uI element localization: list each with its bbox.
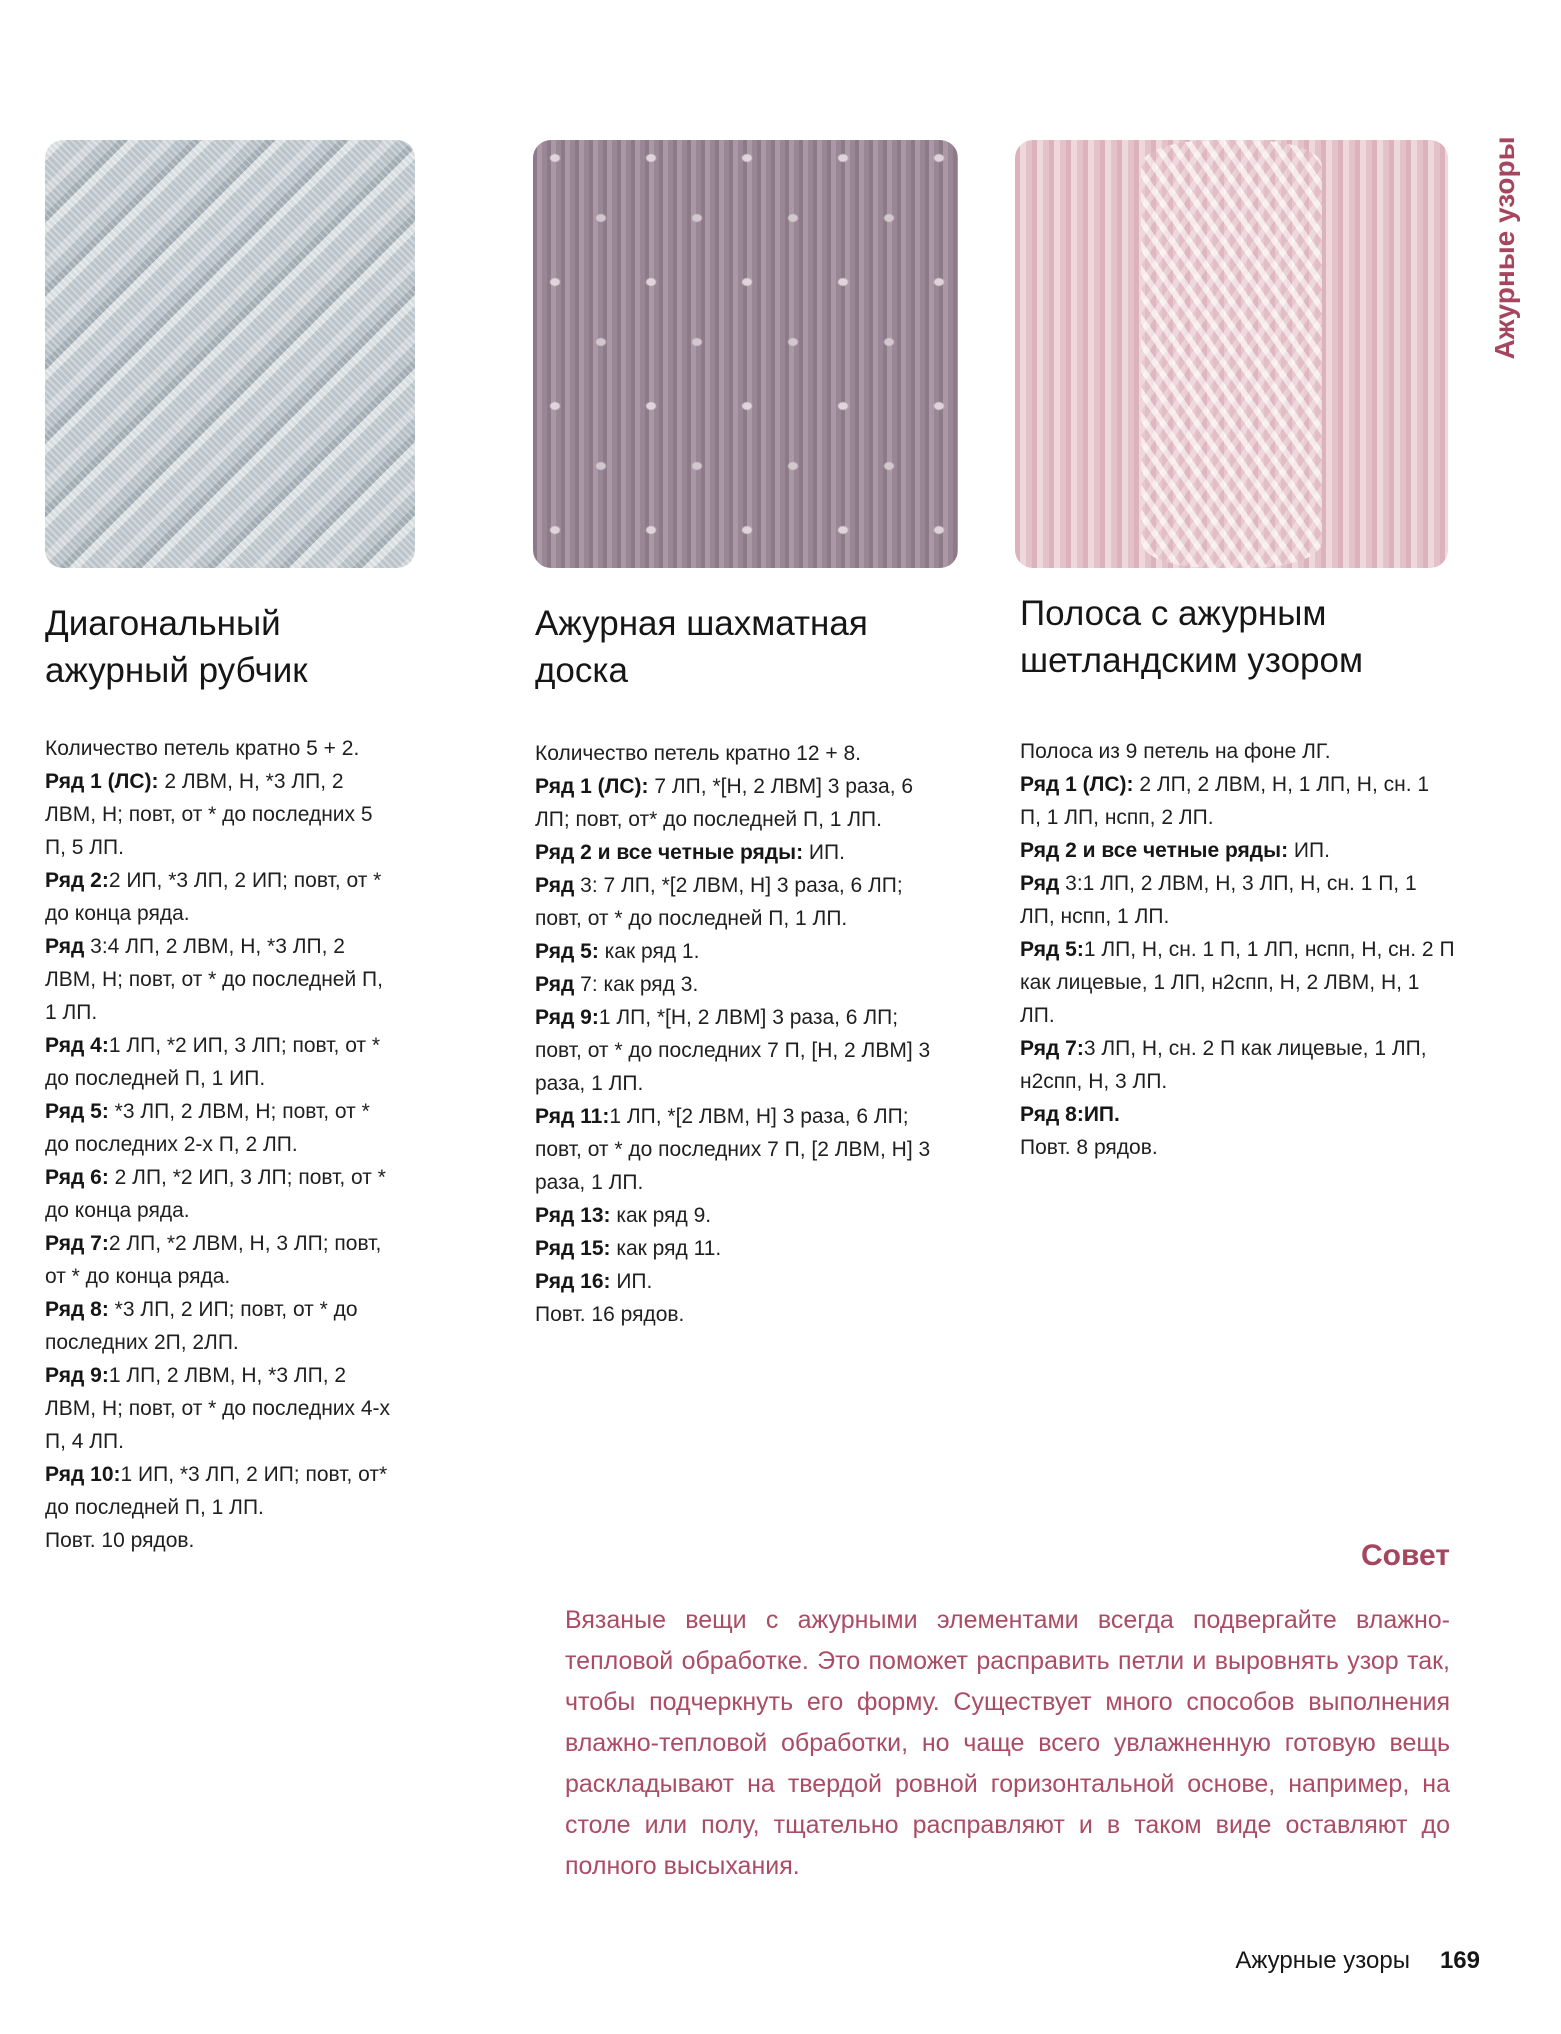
pattern-row-text: 2 ЛВМ, Н, *3 ЛП, 2 ЛВМ, Н; повт, от * до последних 5 П, 5 ЛП. <box>45 770 373 859</box>
pattern-row-lead: Ряд 1 (ЛС): <box>535 775 649 798</box>
pattern-row-lead: Ряд 11: <box>535 1105 610 1128</box>
pattern-row-lead: Ряд 4: <box>45 1034 109 1057</box>
pattern-row-lead: Ряд 5: <box>1020 938 1084 961</box>
pattern-row-lead: Ряд 10: <box>45 1463 121 1486</box>
pattern-row-lead: Ряд <box>45 935 85 958</box>
pattern-row-text: Повт. 10 рядов. <box>45 1529 195 1552</box>
pattern-row-lead: Ряд 8:ИП. <box>1020 1103 1120 1126</box>
pattern-row-text: 1 ЛП, 2 ЛВМ, Н, *3 ЛП, 2 ЛВМ, Н; повт, от * до последних 4-х П, 4 ЛП. <box>45 1364 391 1453</box>
pattern-row <box>45 1359 397 1458</box>
pattern-row-lead: Ряд 2 и все четные ряды: <box>535 841 804 864</box>
pattern-row <box>1020 768 1455 834</box>
pattern-row <box>535 1298 947 1331</box>
pattern-row-lead: Ряд 2 и все четные ряды: <box>1020 839 1289 862</box>
pattern-row <box>535 770 947 836</box>
pattern-row-lead: Ряд <box>535 874 575 897</box>
pattern-row-lead: Ряд 13: <box>535 1204 611 1227</box>
pattern-row <box>45 1524 397 1557</box>
pattern-row-text: 1 ЛП, *[Н, 2 ЛВМ] 3 раза, 6 ЛП; повт, от * до последних 7 П, [Н, 2 ЛВМ] 3 раза, 1 ЛП. <box>535 1006 931 1095</box>
tip-text: Вязаные вещи с ажурными элементами всегда подвергайте влажно-тепловой обработке. Это поможет расправить петли и выровнять узор так, чтобы подчеркнуть его форму. Существует много способов выполнения влажно-тепловой обработки, но чаще всего увлажненную готовую вещь раскладывают на твердой ровной горизонтальной основе, например, на столе или полу, тщательно расправляют и в таком виде оставляют до полного высыхания. <box>565 1606 1450 1880</box>
pattern-row <box>535 836 947 869</box>
pattern-instructions-lace-checkerboard <box>535 737 947 1331</box>
pattern-row <box>45 1458 397 1524</box>
pattern-row-text: ИП. <box>1288 839 1330 862</box>
pattern-row-text: Количество петель кратно 5 + 2. <box>45 737 360 760</box>
pattern-row <box>535 869 947 935</box>
pattern-row-text: Повт. 8 рядов. <box>1020 1136 1158 1159</box>
pattern-row <box>1020 834 1455 867</box>
pattern-row <box>45 765 397 864</box>
pattern-row-lead: Ряд 9: <box>45 1364 109 1387</box>
pattern-row <box>45 1095 397 1161</box>
pattern-row-lead: Ряд 1 (ЛС): <box>45 770 159 793</box>
pattern-row <box>45 1293 397 1359</box>
pattern-row-text: 7 ЛП, *[Н, 2 ЛВМ] 3 раза, 6 ЛП; повт, от* до последней П, 1 ЛП. <box>535 775 914 831</box>
pattern-row-text: *3 ЛП, 2 ЛВМ, Н; повт, от * до последних 2-х П, 2 ЛП. <box>45 1100 370 1156</box>
pattern-row <box>1020 867 1455 933</box>
pattern-row-lead: Ряд 15: <box>535 1237 611 1260</box>
pattern-row-text: 3 ЛП, Н, сн. 2 П как лицевые, 1 ЛП, н2спп, Н, 3 ЛП. <box>1020 1037 1427 1093</box>
pattern-row-text: как ряд 9. <box>610 1204 712 1227</box>
pattern-row-text: 1 ЛП, *2 ИП, 3 ЛП; повт, от * до последней П, 1 ИП. <box>45 1034 381 1090</box>
pattern-row <box>535 1001 947 1100</box>
pattern-row-text: 3:4 ЛП, 2 ЛВМ, Н, *3 ЛП, 2 ЛВМ, Н; повт, от * до последней П, 1 ЛП. <box>45 935 383 1024</box>
pattern-row <box>45 732 397 765</box>
pattern-row-lead: Ряд 7: <box>1020 1037 1084 1060</box>
pattern-row <box>45 864 397 930</box>
pattern-row <box>45 930 397 1029</box>
pattern-row-text: 1 ЛП, Н, сн. 1 П, 1 ЛП, нспп, Н, сн. 2 П как лицевые, 1 ЛП, н2спп, Н, 2 ЛВМ, Н, 1 ЛП. <box>1020 938 1455 1027</box>
pattern-title-shetland-band: Полоса с ажурным шетландским узором <box>1020 594 1364 680</box>
pattern-row-text: *3 ЛП, 2 ИП; повт, от * до последних 2П, 2ЛП. <box>45 1298 358 1354</box>
pattern-row <box>45 1029 397 1095</box>
pattern-row-text: 3: 7 ЛП, *[2 ЛВМ, Н] 3 раза, 6 ЛП; повт, от * до последней П, 1 ЛП. <box>535 874 903 930</box>
pattern-row-lead: Ряд 16: <box>535 1270 611 1293</box>
swatch-shetland-band-photo <box>1015 140 1448 568</box>
pattern-row <box>1020 1098 1455 1131</box>
pattern-row-lead: Ряд <box>535 973 575 996</box>
pattern-row-lead: Ряд 1 (ЛС): <box>1020 773 1134 796</box>
pattern-row <box>535 737 947 770</box>
pattern-row-lead: Ряд 9: <box>535 1006 599 1029</box>
pattern-row <box>535 968 947 1001</box>
pattern-row <box>1020 933 1455 1032</box>
pattern-row-lead: Ряд <box>1020 872 1060 895</box>
pattern-row-text: 2 ЛП, 2 ЛВМ, Н, 1 ЛП, Н, сн. 1 П, 1 ЛП, нспп, 2 ЛП. <box>1020 773 1430 829</box>
tip-heading: Совет <box>1360 1539 1450 1572</box>
pattern-row <box>45 1227 397 1293</box>
lace-band-texture <box>1141 140 1323 568</box>
pattern-row-text: 3:1 ЛП, 2 ЛВМ, Н, 3 ЛП, Н, сн. 1 П, 1 ЛП, нспп, 1 ЛП. <box>1020 872 1417 928</box>
pattern-row-text: Полоса из 9 петель на фоне ЛГ. <box>1020 740 1331 763</box>
pattern-row-text: ИП. <box>803 841 845 864</box>
pattern-row <box>535 1100 947 1199</box>
swatch-diagonal-rib-photo <box>45 140 415 568</box>
pattern-row-text: 2 ЛП, *2 ЛВМ, Н, 3 ЛП; повт, от * до конца ряда. <box>45 1232 382 1288</box>
pattern-row-text: Повт. 16 рядов. <box>535 1303 685 1326</box>
pattern-row-text: 2 ЛП, *2 ИП, 3 ЛП; повт, от * до конца ряда. <box>45 1166 386 1222</box>
pattern-row-text: 1 ЛП, *[2 ЛВМ, Н] 3 раза, 6 ЛП; повт, от * до последних 7 П, [2 ЛВМ, Н] 3 раза, 1 ЛП. <box>535 1105 931 1194</box>
pattern-row-lead: Ряд 2: <box>45 869 109 892</box>
pattern-row-text: 1 ИП, *3 ЛП, 2 ИП; повт, от* до последней П, 1 ЛП. <box>45 1463 388 1519</box>
pattern-row <box>535 1265 947 1298</box>
pattern-row-text: Количество петель кратно 12 + 8. <box>535 742 861 765</box>
footer-page-number: 169 <box>1439 1947 1480 1974</box>
pattern-row-text: как ряд 11. <box>610 1237 722 1260</box>
pattern-instructions-shetland-band <box>1020 735 1455 1164</box>
pattern-row-lead: Ряд 5: <box>535 940 599 963</box>
pattern-row-text: ИП. <box>610 1270 653 1293</box>
pattern-row-lead: Ряд 8: <box>45 1298 109 1321</box>
pattern-row-lead: Ряд 5: <box>45 1100 109 1123</box>
swatch-lace-checkerboard-photo <box>533 140 958 568</box>
pattern-row <box>535 1232 947 1265</box>
pattern-row <box>45 1161 397 1227</box>
pattern-title-diagonal-rib: Диагональный ажурный рубчик <box>45 604 308 690</box>
pattern-row-text: 2 ИП, *3 ЛП, 2 ИП; повт, от * до конца ряда. <box>45 869 382 925</box>
chapter-side-tab: Ажурные узоры <box>1489 136 1520 360</box>
pattern-row <box>1020 735 1455 768</box>
pattern-row-lead: Ряд 7: <box>45 1232 109 1255</box>
page-footer <box>1235 1946 1480 1976</box>
pattern-instructions-diagonal-rib <box>45 732 397 1557</box>
pattern-row <box>535 935 947 968</box>
pattern-row <box>1020 1032 1455 1098</box>
pattern-row <box>1020 1131 1455 1164</box>
footer-section-label: Ажурные узоры <box>1235 1947 1410 1974</box>
pattern-row-lead: Ряд 6: <box>45 1166 109 1189</box>
pattern-row-text: 7: как ряд 3. <box>574 973 699 996</box>
pattern-title-lace-checkerboard: Ажурная шахматная доска <box>535 604 868 690</box>
pattern-row-text: как ряд 1. <box>598 940 700 963</box>
pattern-row <box>535 1199 947 1232</box>
